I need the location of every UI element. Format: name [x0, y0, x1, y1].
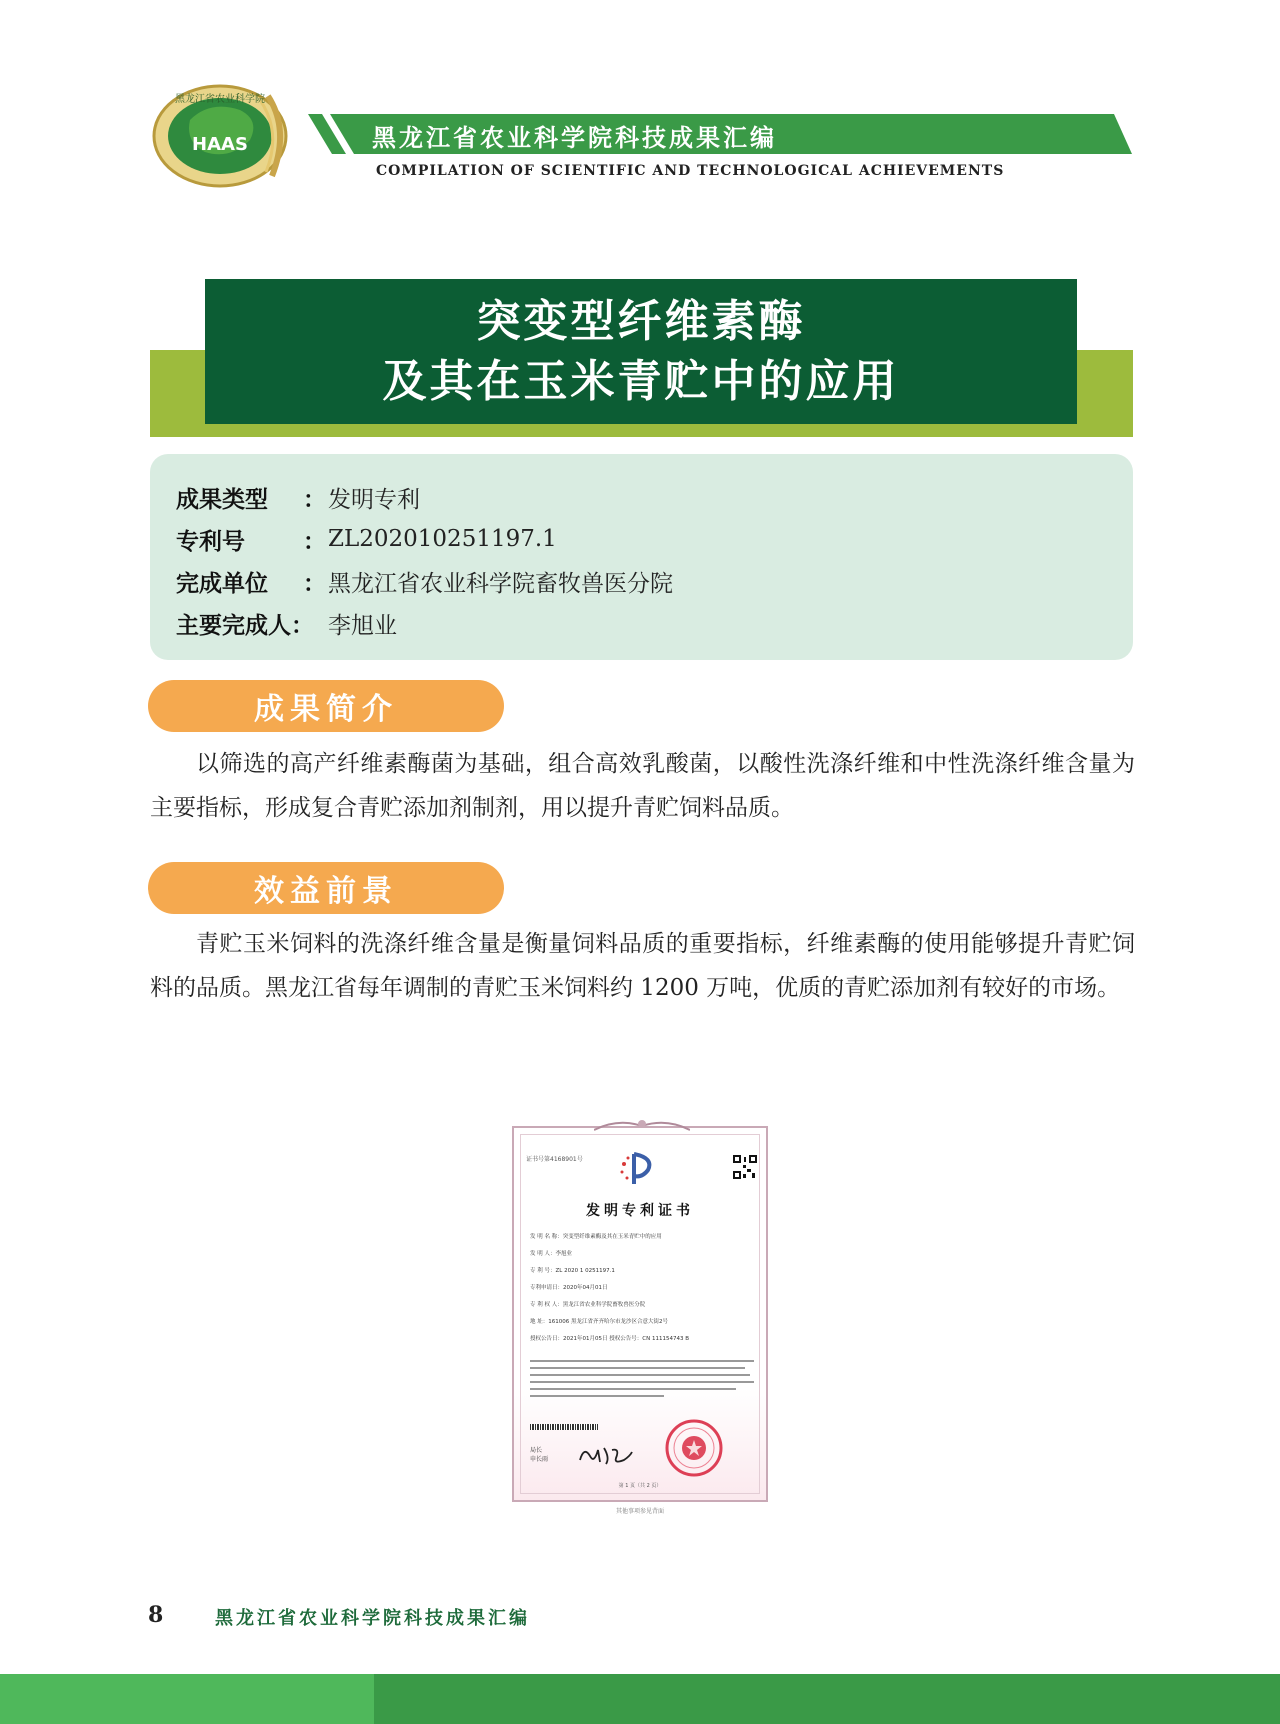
- cnipa-emblem-icon: [618, 1150, 658, 1186]
- page-title: [205, 279, 1077, 424]
- logo-text: 黑龙江省农业科学院: [175, 94, 265, 105]
- info-row-patent-number: [176, 518, 1107, 560]
- certificate-caption: 其他事项参见背面: [615, 1508, 664, 1515]
- info-value: 李旭业: [328, 612, 397, 639]
- haas-logo: [150, 80, 298, 190]
- info-value: 黑龙江省农业科学院畜牧兽医分院: [328, 570, 673, 597]
- info-row-person: [176, 602, 1107, 644]
- info-label: 专利号 ：: [176, 528, 326, 555]
- certificate-page-number: 第 1 页（共 2 页）: [618, 1483, 662, 1489]
- footer-bar-right: [374, 1674, 1280, 1724]
- info-row-type: [176, 476, 1107, 518]
- title-line-1: 突变型纤维素酶: [476, 295, 806, 347]
- qr-code-icon: [732, 1154, 758, 1180]
- header-title: 黑龙江省农业科学院科技成果汇编: [372, 124, 777, 152]
- section-text-prospects: 青贮玉米饲料的洗涤纤维含量是衡量饲料品质的重要指标，纤维素酶的使用能够提升青贮饲料的品质。黑龙江省每年调制的青贮玉米饲料约 1200 万吨，优质的青贮添加剂有较好的市场。: [150, 931, 1135, 1001]
- header-band: [308, 114, 1132, 154]
- footer-title: 黑龙江省农业科学院科技成果汇编: [215, 1608, 530, 1629]
- info-panel: [150, 454, 1133, 660]
- info-label: 完成单位 ：: [176, 570, 326, 597]
- footer-bar-left: [0, 1674, 374, 1724]
- info-label: 主要完成人 ：: [176, 612, 314, 639]
- official-seal-stamp: [664, 1418, 724, 1478]
- certificate-body-text: [530, 1360, 754, 1410]
- info-label: 成果类型 ：: [176, 486, 326, 513]
- certificate-field: 地 址：161006 黑龙江省齐齐哈尔市龙沙区合意大街2号: [530, 1319, 668, 1325]
- certificate-field: 专 利 权 人：黑龙江省农业科学院畜牧兽医分院: [530, 1302, 646, 1308]
- patent-certificate-image: [512, 1126, 768, 1502]
- header-subtitle: COMPILATION OF SCIENTIFIC AND TECHNOLOGICAL ACHIEVEMENTS: [376, 163, 1005, 179]
- section-heading-summary: 成果简介: [148, 680, 504, 732]
- section-heading-prospects: 效益前景: [148, 862, 504, 914]
- handwritten-signature: [576, 1442, 636, 1468]
- barcode-icon: [530, 1424, 598, 1430]
- page-number: 8: [148, 1602, 164, 1628]
- certificate-field: 专利申请日：2020年04月01日: [530, 1285, 608, 1291]
- signature-label: 局长 申长雨: [530, 1447, 549, 1463]
- certificate-number: 证书号第4168901号: [526, 1156, 583, 1163]
- title-line-2: 及其在玉米青贮中的应用: [382, 355, 900, 407]
- info-value: 发明专利: [328, 486, 420, 513]
- certificate-title: 发明专利证书: [586, 1203, 694, 1219]
- certificate-field: 授权公告日：2021年01月05日 授权公告号：CN 111154743 B: [530, 1336, 689, 1342]
- certificate-field: 发 明 名 称：突变型纤维素酶及其在玉米青贮中的应用: [530, 1234, 662, 1240]
- section-text-summary: 以筛选的高产纤维素酶菌为基础，组合高效乳酸菌，以酸性洗涤纤维和中性洗涤纤维含量为主要指标，形成复合青贮添加剂制剂，用以提升青贮饲料品质。: [150, 751, 1135, 821]
- certificate-field: 发 明 人：李旭业: [530, 1251, 572, 1257]
- ornament-icon: [594, 1118, 690, 1134]
- info-value: ZL202010251197.1: [328, 526, 557, 552]
- certificate-fields: [530, 1232, 754, 1351]
- info-row-unit: [176, 560, 1107, 602]
- certificate-field: 专 利 号：ZL 2020 1 0251197.1: [530, 1268, 615, 1274]
- logo-abbr: HAAS: [192, 134, 248, 155]
